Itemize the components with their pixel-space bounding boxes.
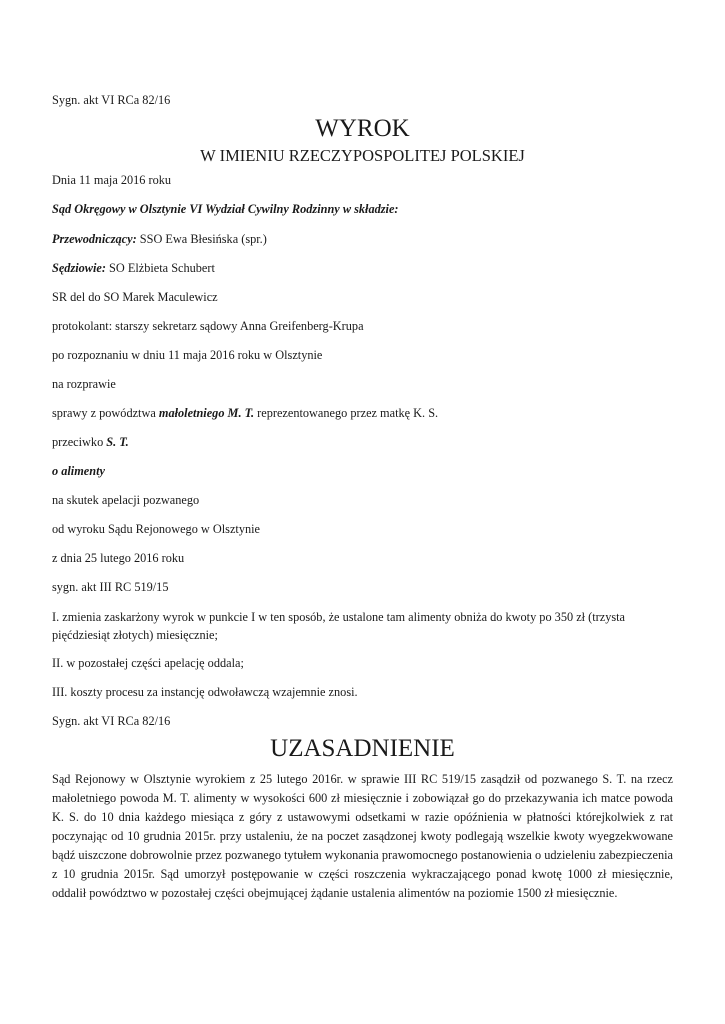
judges-label: Sędziowie: (52, 261, 106, 275)
judge-one: SO Elżbieta Schubert (105, 261, 215, 275)
case-signature-top: Sygn. akt VI RCa 82/16 (52, 93, 171, 107)
judge-two: SR del do SO Marek Maculewicz (52, 290, 218, 304)
case-signature-bottom: Sygn. akt VI RCa 82/16 (52, 714, 171, 728)
verdict-point-3: III. koszty procesu za instancję odwoławczą wzajemnie znosi. (52, 685, 358, 699)
verdict-point-2: II. w pozostałej części apelację oddala; (52, 656, 244, 670)
justification-paragraph: Sąd Rejonowy w Olsztynie wyrokiem z 25 lutego 2016r. w sprawie III RC 519/15 zasądził od pozwanego S. T. na rzecz małoletniego powoda M. T. alimenty w wysokości 600 zł miesięcznie i zobowiązał go do przekazywania ich matce powoda K. S. do 10 dnia każdego miesiąca z góry z ustawowymi odsetkami w razie opóźnienia w płatności którejkolwiek z rat poczynając od 10 grudnia 2015r. przy ustaleniu, że na poczet zasądzonej kwoty podlegają wszelkie kwoty wyegzekwowane bądź uiszczone dobrowolnie przez pozwanego tytułem wykonania prawomocnego postanowienia o udzieleniu zabezpieczenia z 10 grudnia 2015r. Sąd umorzył postępowanie w części roszczenia wykraczającego ponad kwotę 1000 zł miesięcznie, oddalił powództwo w pozostałej części obejmującej żądanie ustalenia alimentów na poziomie 1500 zł miesięcznie. (52, 772, 673, 900)
case-line (52, 405, 438, 421)
chair-name: SSO Ewa Błesińska (spr.) (136, 232, 267, 246)
chair-line (52, 231, 267, 247)
appeal-line: na skutek apelacji pozwanego (52, 493, 200, 507)
case-subject: o alimenty (52, 464, 105, 478)
hearing-line: na rozprawie (52, 377, 116, 391)
case-prefix: sprawy z powództwa (52, 406, 159, 420)
verdict-point-1: I. zmienia zaskarżony wyrok w punkcie I w ten sposób, że ustalone tam alimenty obniża do kwoty po 350 zł (trzysta pięćdziesiąt złotych) miesięcznie; (52, 610, 626, 642)
case-suffix: reprezentowanego przez matkę K. S. (254, 406, 439, 420)
heard-line: po rozpoznaniu w dniu 11 maja 2016 roku w Olsztynie (52, 348, 323, 362)
claimant: małoletniego M. T. (158, 406, 255, 420)
chair-label: Przewodniczący: (52, 232, 137, 246)
against-line (52, 434, 129, 450)
clerk-line: protokolant: starszy sekretarz sądowy Anna Greifenberg-Krupa (52, 319, 364, 333)
document-title: WYROK (315, 115, 410, 142)
court-composition: Sąd Okręgowy w Olsztynie VI Wydział Cywilny Rodzinny w składzie: (52, 202, 399, 216)
from-judgment-line: od wyroku Sądu Rejonowego w Olsztynie (52, 522, 260, 536)
justification-title: UZASADNIENIE (270, 735, 455, 762)
lower-judgment-date: z dnia 25 lutego 2016 roku (52, 551, 185, 565)
defendant: S. T. (106, 435, 129, 449)
judgment-date: Dnia 11 maja 2016 roku (52, 173, 172, 187)
lower-case-signature: sygn. akt III RC 519/15 (52, 580, 169, 594)
against-prefix: przeciwko (52, 435, 107, 449)
judges-line (52, 260, 215, 276)
document-subtitle: W IMIENIU RZECZYPOSPOLITEJ POLSKIEJ (200, 146, 525, 165)
